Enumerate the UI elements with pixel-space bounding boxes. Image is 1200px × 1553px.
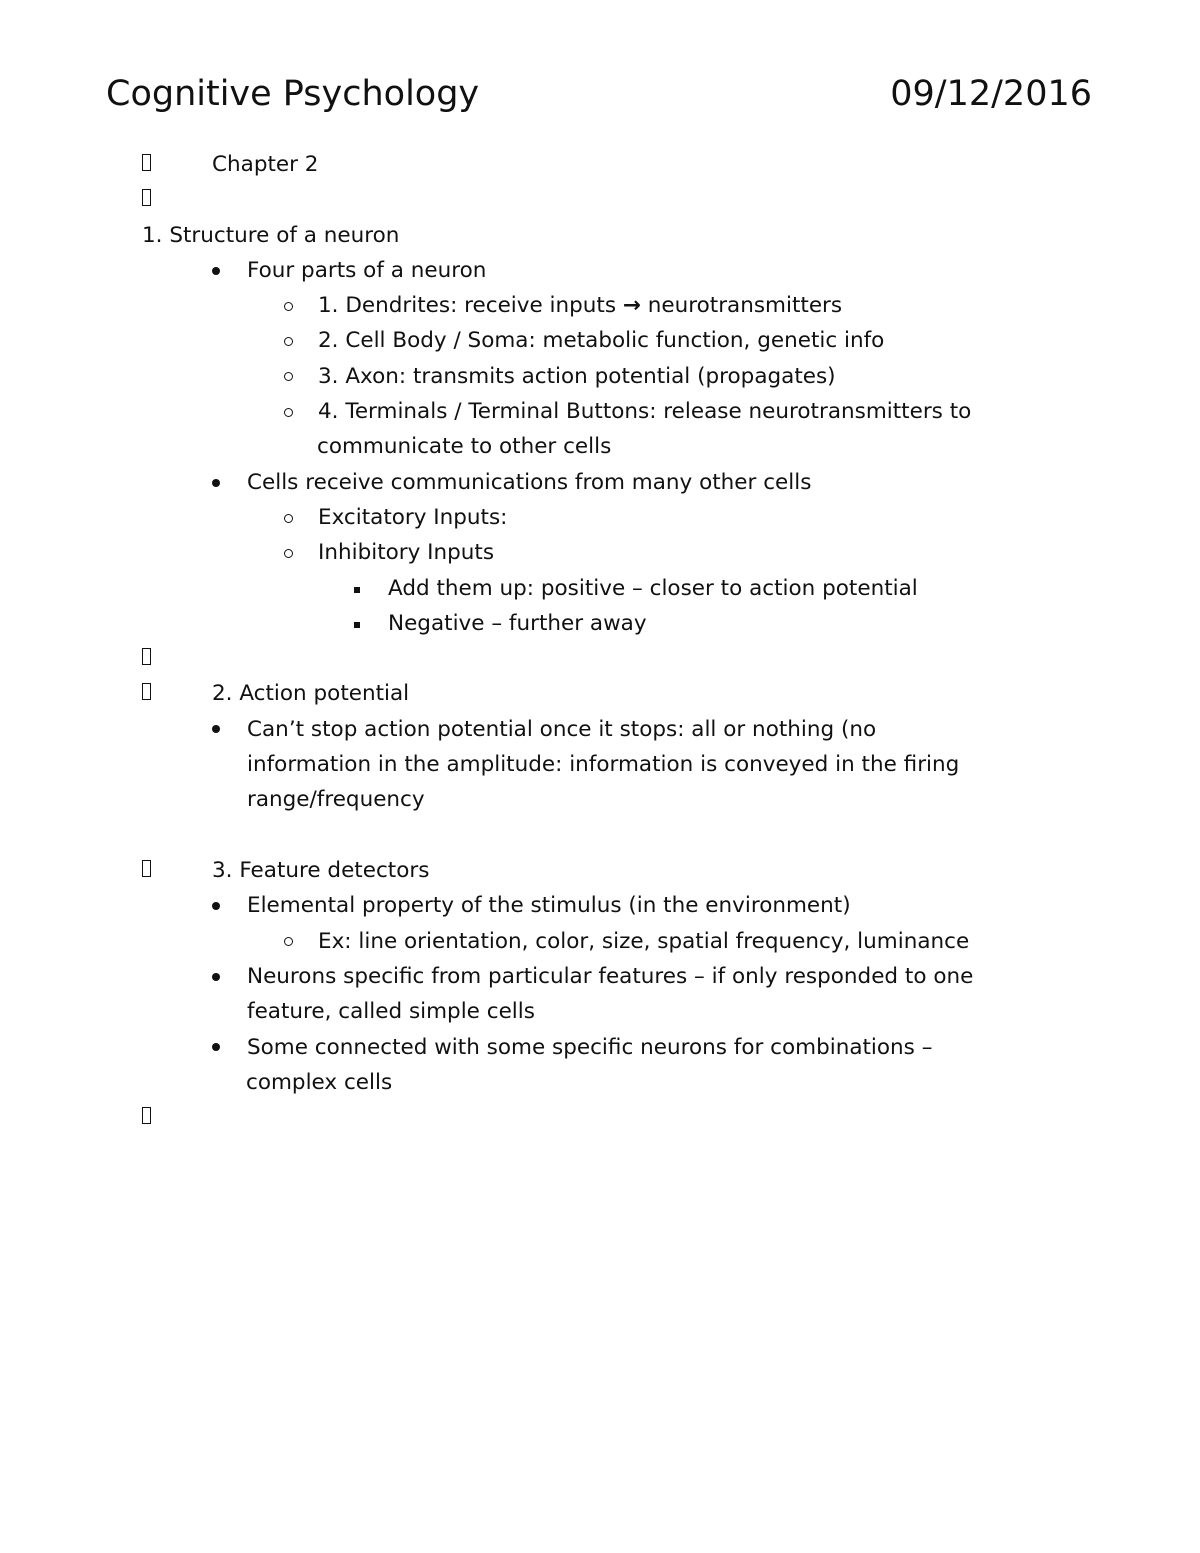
list-item: Negative – further away — [388, 611, 647, 636]
bullet-dot-icon — [212, 725, 220, 733]
bullet-circle-icon — [284, 408, 293, 417]
list-item: Some connected with some specific neurons for combinations – — [247, 1035, 933, 1060]
arrow-right-icon: → — [622, 293, 641, 318]
list-item: Four parts of a neuron — [247, 258, 487, 283]
list-item: Elemental property of the stimulus (in the environment) — [247, 893, 851, 918]
missing-glyph-icon — [142, 1100, 151, 1135]
bullet-circle-icon — [284, 937, 293, 946]
list-item-text: 1. Dendrites: receive inputs — [318, 293, 617, 318]
bullet-dot-icon — [212, 1043, 220, 1051]
bullet-dot-icon — [212, 267, 220, 275]
list-item: 3. Axon: transmits action potential (propagates) — [318, 364, 836, 389]
list-item: 4. Terminals / Terminal Buttons: release neurotransmitters to — [318, 399, 972, 424]
chapter-label: Chapter 2 — [212, 152, 319, 177]
list-item-continuation: range/frequency — [247, 787, 425, 812]
bullet-circle-icon — [284, 372, 293, 381]
list-item: Can’t stop action potential once it stops: all or nothing (no — [247, 717, 877, 742]
bullet-circle-icon — [284, 302, 293, 311]
list-item: Add them up: positive – closer to action potential — [388, 576, 918, 601]
page-date: 09/12/2016 — [890, 74, 1092, 114]
list-item: 2. Cell Body / Soma: metabolic function, genetic info — [318, 328, 885, 353]
list-item-continuation: information in the amplitude: information is conveyed in the firing — [247, 752, 960, 777]
list-item-text: neurotransmitters — [647, 293, 843, 318]
bullet-circle-icon — [284, 514, 293, 523]
list-item-continuation: feature, called simple cells — [247, 999, 535, 1024]
bullet-dot-icon — [212, 479, 220, 487]
section-heading: 3. Feature detectors — [212, 858, 430, 883]
list-item: Cells receive communications from many other cells — [247, 470, 812, 495]
list-item — [318, 288, 842, 323]
section-heading: 2. Action potential — [212, 681, 410, 706]
bullet-circle-icon — [284, 337, 293, 346]
missing-glyph-icon — [142, 641, 151, 676]
bullet-square-icon — [354, 622, 360, 628]
missing-glyph-icon — [142, 182, 151, 217]
list-item-continuation: communicate to other cells — [317, 434, 612, 459]
page-title: Cognitive Psychology — [106, 74, 480, 114]
list-item: Inhibitory Inputs — [318, 540, 495, 565]
list-item: Excitatory Inputs: — [318, 505, 508, 530]
list-item: Ex: line orientation, color, size, spatial frequency, luminance — [318, 929, 970, 954]
bullet-square-icon — [354, 587, 360, 593]
list-item: Neurons specific from particular features – if only responded to one — [247, 964, 974, 989]
section-heading: 1. Structure of a neuron — [142, 223, 400, 248]
bullet-circle-icon — [284, 549, 293, 558]
missing-glyph-icon — [142, 676, 151, 711]
bullet-dot-icon — [212, 902, 220, 910]
bullet-dot-icon — [212, 973, 220, 981]
missing-glyph-icon — [142, 853, 151, 888]
missing-glyph-icon — [142, 147, 151, 182]
list-item-continuation: complex cells — [246, 1070, 393, 1095]
